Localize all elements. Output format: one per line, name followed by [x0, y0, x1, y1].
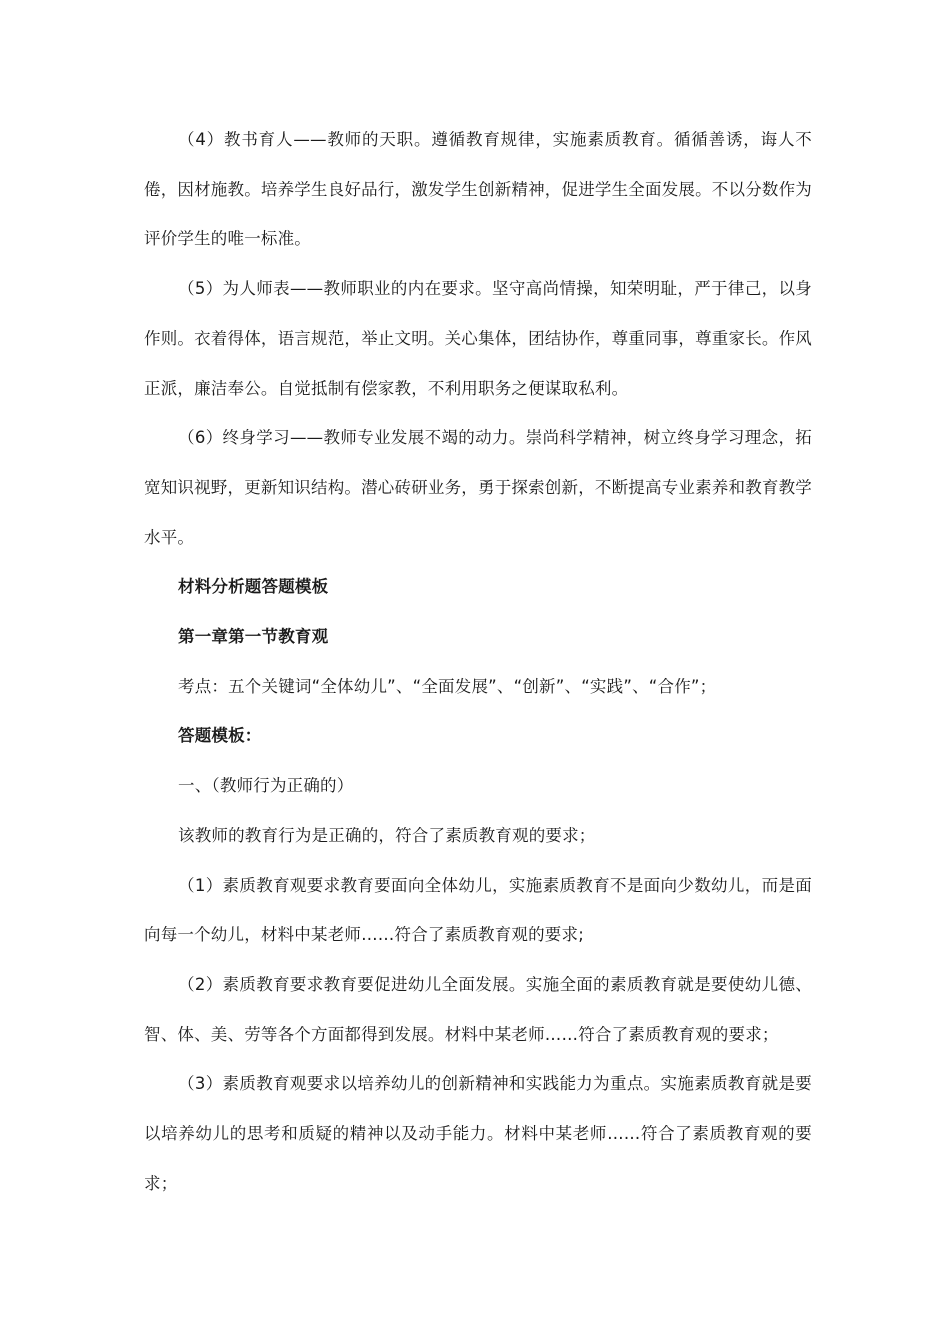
- document-body: [144, 115, 812, 1208]
- heading-answer-template: 答题模板：: [178, 726, 262, 746]
- heading-template-title: 材料分析题答题模板: [178, 577, 329, 597]
- paragraph-point-2: （2）素质教育要求教育要促进幼儿全面发展。实施全面的素质教育就是要使幼儿德、智、体、美、劳等各个方面都得到发展。材料中某老师……符合了素质教育观的要求；: [144, 974, 812, 1044]
- paragraph-key-points: 考点：五个关键词“全体幼儿”、“全面发展”、“创新”、“实践”、“合作”；: [178, 676, 717, 696]
- paragraph-case-correct: 一、（教师行为正确的）: [178, 776, 354, 796]
- paragraph-principle-6: （6）终身学习——教师专业发展不竭的动力。崇尚科学精神，树立终身学习理念，拓宽知识视野，更新知识结构。潜心砖研业务，勇于探索创新，不断提高专业素养和教育教学水平。: [144, 428, 812, 547]
- heading-chapter-section: 第一章第一节教育观: [178, 627, 329, 647]
- paragraph-principle-5: （5）为人师表——教师职业的内在要求。坚守高尚情操，知荣明耻，严于律己，以身作则。衣着得体，语言规范，举止文明。关心集体，团结协作，尊重同事，尊重家长。作风正派，廉洁奉公。自觉抵制有偿家教，不利用职务之便谋取私利。: [144, 279, 812, 398]
- paragraph-point-1: （1）素质教育观要求教育要面向全体幼儿，实施素质教育不是面向少数幼儿，而是面向每一个幼儿，材料中某老师……符合了素质教育观的要求;: [144, 875, 812, 945]
- paragraph-conclusion: 该教师的教育行为是正确的，符合了素质教育观的要求；: [178, 825, 596, 845]
- paragraph-principle-4: （4）教书育人——教师的天职。遵循教育规律，实施素质教育。循循善诱，诲人不倦，因材施教。培养学生良好品行，激发学生创新精神，促进学生全面发展。不以分数作为评价学生的唯一标准。: [144, 130, 812, 249]
- paragraph-point-3: （3）素质教育观要求以培养幼儿的创新精神和实践能力为重点。实施素质教育就是要以培养幼儿的思考和质疑的精神以及动手能力。材料中某老师……符合了素质教育观的要求；: [144, 1074, 812, 1193]
